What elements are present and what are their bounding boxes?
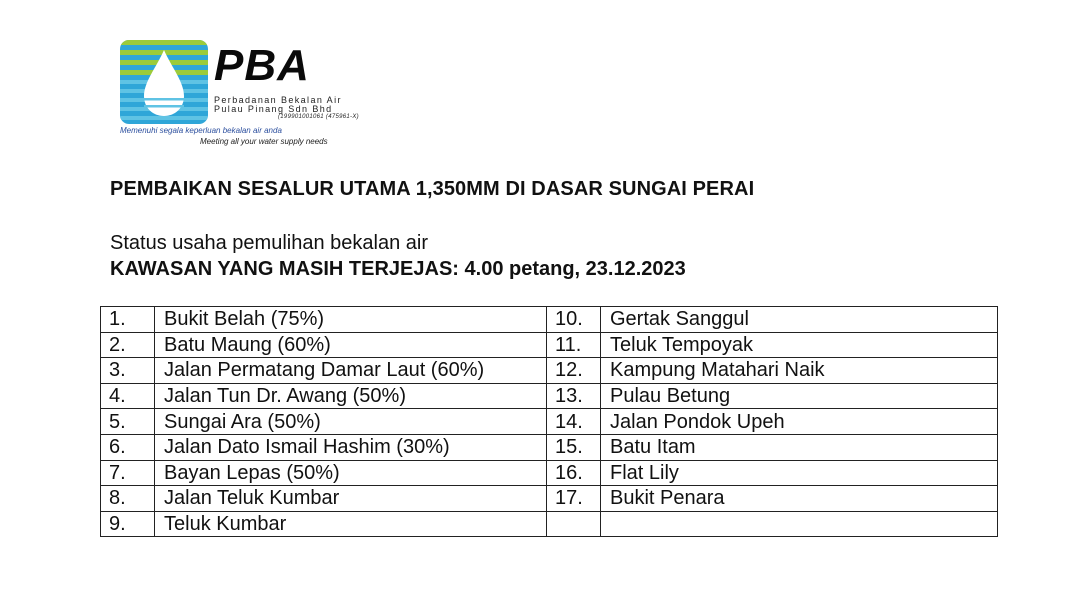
area-name: Sungai Ara (50%) (155, 409, 547, 435)
area-number: 14. (547, 409, 601, 435)
area-number: 7. (101, 460, 155, 486)
area-number: 10. (547, 307, 601, 333)
table-row (101, 383, 998, 409)
area-number: 3. (101, 358, 155, 384)
area-number: 2. (101, 332, 155, 358)
area-name: Bukit Belah (75%) (155, 307, 547, 333)
area-name: Batu Maung (60%) (155, 332, 547, 358)
area-number: 16. (547, 460, 601, 486)
table-row (101, 358, 998, 384)
company-name-line-1: Perbadanan Bekalan Air (214, 95, 342, 105)
area-name: Jalan Teluk Kumbar (155, 486, 547, 512)
area-number: 13. (547, 383, 601, 409)
affected-areas-heading: KAWASAN YANG MASIH TERJEJAS: 4.00 petang, 23.12.2023 (110, 258, 686, 280)
area-name: Pulau Betung (601, 383, 998, 409)
table-row (101, 486, 998, 512)
area-name: Bayan Lepas (50%) (155, 460, 547, 486)
status-text: Status usaha pemulihan bekalan air (110, 232, 428, 254)
area-name-empty (601, 511, 998, 537)
water-drop-logo-icon (120, 40, 208, 124)
area-number: 11. (547, 332, 601, 358)
tagline-malay: Memenuhi segala keperluan bekalan air anda (120, 126, 282, 135)
area-number: 15. (547, 434, 601, 460)
area-number: 5. (101, 409, 155, 435)
area-name: Jalan Tun Dr. Awang (50%) (155, 383, 547, 409)
affected-areas-table (100, 306, 998, 537)
area-number: 8. (101, 486, 155, 512)
area-number: 17. (547, 486, 601, 512)
area-name: Flat Lily (601, 460, 998, 486)
notice-title: PEMBAIKAN SESALUR UTAMA 1,350MM DI DASAR SUNGAI PERAI (110, 178, 755, 200)
area-number: 6. (101, 434, 155, 460)
table-row (101, 460, 998, 486)
table-row (101, 511, 998, 537)
area-number-empty (547, 511, 601, 537)
area-name: Teluk Tempoyak (601, 332, 998, 358)
area-name: Gertak Sanggul (601, 307, 998, 333)
area-name: Jalan Pondok Upeh (601, 409, 998, 435)
pba-logo (118, 38, 368, 150)
area-name: Kampung Matahari Naik (601, 358, 998, 384)
area-name: Teluk Kumbar (155, 511, 547, 537)
area-number: 4. (101, 383, 155, 409)
area-name: Batu Itam (601, 434, 998, 460)
area-name: Jalan Permatang Damar Laut (60%) (155, 358, 547, 384)
logo-wordmark: PBA (214, 41, 310, 90)
company-registration-number: (199901001061 (475961-X) (278, 114, 359, 120)
table-row (101, 307, 998, 333)
area-number: 9. (101, 511, 155, 537)
table-row (101, 332, 998, 358)
area-name: Jalan Dato Ismail Hashim (30%) (155, 434, 547, 460)
table-row (101, 434, 998, 460)
tagline-english: Meeting all your water supply needs (200, 137, 328, 146)
area-name: Bukit Penara (601, 486, 998, 512)
company-name-line-2: Pulau Pinang Sdn Bhd (214, 104, 333, 114)
table-row (101, 409, 998, 435)
area-number: 1. (101, 307, 155, 333)
area-number: 12. (547, 358, 601, 384)
